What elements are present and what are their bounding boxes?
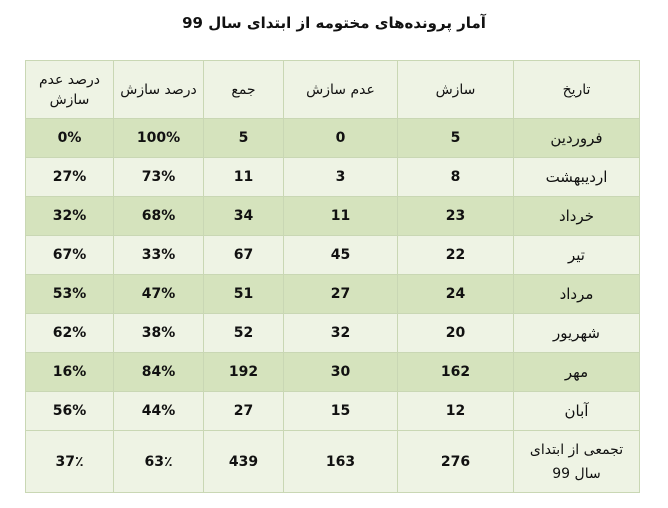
cell-pct-agreement: 47% — [114, 275, 204, 314]
header-pct-agreement: درصد سازش — [114, 61, 204, 119]
cell-month: مرداد — [514, 275, 640, 314]
cell-total: 192 — [204, 353, 284, 392]
cell-cumulative-label — [514, 431, 640, 493]
cell-total: 67 — [204, 236, 284, 275]
cell-pct-agreement: 33% — [114, 236, 204, 275]
cell-total-pct-no-agreement: 37٪ — [26, 431, 114, 493]
cell-pct-no-agreement: 32% — [26, 197, 114, 236]
cell-pct-no-agreement: 62% — [26, 314, 114, 353]
cell-pct-agreement: 100% — [114, 119, 204, 158]
cell-total: 11 — [204, 158, 284, 197]
header-date: تاریخ — [514, 61, 640, 119]
cell-total-agreement: 276 — [398, 431, 514, 493]
cell-pct-agreement: 73% — [114, 158, 204, 197]
cell-pct-agreement: 84% — [114, 353, 204, 392]
header-pct-no-agreement: درصد عدم سازش — [26, 61, 114, 119]
cell-no-agreement: 32 — [284, 314, 398, 353]
cell-month: مهر — [514, 353, 640, 392]
cell-pct-agreement: 68% — [114, 197, 204, 236]
cell-no-agreement: 3 — [284, 158, 398, 197]
cell-month: فروردین — [514, 119, 640, 158]
table-row — [26, 314, 640, 353]
table-row — [26, 236, 640, 275]
page-title: آمار پرونده‌های مختومه از ابتدای سال 99 — [182, 14, 486, 32]
table-header-row — [26, 61, 640, 119]
cell-no-agreement: 11 — [284, 197, 398, 236]
cell-total: 27 — [204, 392, 284, 431]
table-row — [26, 119, 640, 158]
cumulative-total-row — [26, 431, 640, 493]
cell-no-agreement: 30 — [284, 353, 398, 392]
table-row — [26, 158, 640, 197]
cell-month: تیر — [514, 236, 640, 275]
cell-agreement: 23 — [398, 197, 514, 236]
cell-agreement: 8 — [398, 158, 514, 197]
table-row — [26, 197, 640, 236]
cell-pct-no-agreement: 27% — [26, 158, 114, 197]
header-no-agreement: عدم سازش — [284, 61, 398, 119]
cell-total-pct-agreement: 63٪ — [114, 431, 204, 493]
table-row — [26, 392, 640, 431]
cell-agreement: 12 — [398, 392, 514, 431]
cell-month: اردیبهشت — [514, 158, 640, 197]
cumulative-label-line2: سال 99 — [552, 465, 601, 482]
cell-agreement: 5 — [398, 119, 514, 158]
cell-no-agreement: 27 — [284, 275, 398, 314]
cell-no-agreement: 15 — [284, 392, 398, 431]
header-total: جمع — [204, 61, 284, 119]
cell-total: 51 — [204, 275, 284, 314]
cell-pct-no-agreement: 67% — [26, 236, 114, 275]
cell-total: 52 — [204, 314, 284, 353]
cell-month: شهریور — [514, 314, 640, 353]
cell-total-total: 439 — [204, 431, 284, 493]
cell-agreement: 24 — [398, 275, 514, 314]
cell-agreement: 22 — [398, 236, 514, 275]
cell-total-no-agreement: 163 — [284, 431, 398, 493]
cell-pct-no-agreement: 0% — [26, 119, 114, 158]
table-row — [26, 275, 640, 314]
table-row — [26, 353, 640, 392]
cell-pct-agreement: 38% — [114, 314, 204, 353]
cell-pct-no-agreement: 56% — [26, 392, 114, 431]
cell-agreement: 20 — [398, 314, 514, 353]
cell-agreement: 162 — [398, 353, 514, 392]
cell-total: 5 — [204, 119, 284, 158]
cumulative-label-line1: تجمعی از ابتدای — [529, 441, 624, 458]
cell-month: آبان — [514, 392, 640, 431]
cell-pct-agreement: 44% — [114, 392, 204, 431]
header-agreement: سازش — [398, 61, 514, 119]
cell-month: خرداد — [514, 197, 640, 236]
cell-total: 34 — [204, 197, 284, 236]
cell-no-agreement: 45 — [284, 236, 398, 275]
cell-no-agreement: 0 — [284, 119, 398, 158]
closed-cases-table — [25, 60, 640, 493]
cell-pct-no-agreement: 16% — [26, 353, 114, 392]
cell-pct-no-agreement: 53% — [26, 275, 114, 314]
